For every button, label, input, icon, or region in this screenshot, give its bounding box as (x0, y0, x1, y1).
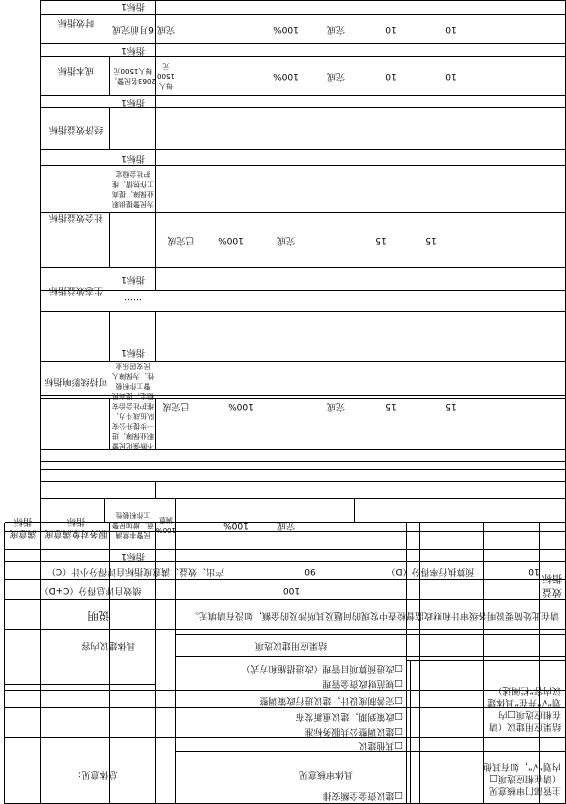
suggestion-option-5: □建议调整公共服务标准 (304, 726, 403, 736)
social-indicator: 指标1 (121, 153, 145, 163)
rule (5, 684, 156, 685)
cost-status: 完成 (327, 71, 346, 82)
cost-index-value: 2063名民警，每人1500元 (110, 67, 156, 86)
sustainable-label: 可持续影响指标 (44, 376, 108, 386)
time-index-value: 6月前完成 (112, 24, 154, 35)
cost-actual-score: 10 (445, 71, 457, 82)
satisfaction-weight: 100% (223, 520, 249, 530)
sustainable-weight: 100% (228, 401, 254, 411)
time-weight: 100% (273, 24, 299, 35)
budget-label: 预算执行率得分（D） (386, 566, 475, 576)
cost-indicator: 指标1 (121, 45, 145, 56)
total-label: 绩效自评总得分（C+D） (39, 585, 142, 595)
satisfaction-row-label: 服务对象满意度指标 (44, 516, 108, 538)
rule (354, 499, 355, 523)
rule (41, 481, 566, 482)
approval-label: 主管部门审核意见（请在相应选项□内划“√”，如有其他 (482, 761, 561, 795)
satisfaction-status: 完成 (277, 520, 296, 530)
social-actual: 已完成 (167, 235, 195, 246)
sustainable-indicator: 指标1 (121, 347, 145, 357)
total-value: 100 (282, 585, 301, 595)
rule (41, 498, 566, 499)
sustainable-index-value: 不断强化民警职业保障，进一步提升公安队伍战斗力，维护社会治安稳定，提高民警工作积极性，为保障人民安居乐业 (112, 362, 154, 450)
cost-weight: 100% (273, 71, 299, 82)
cost-score: 10 (385, 71, 397, 82)
rule (41, 461, 566, 462)
ecological-indicator: 指标1 (121, 274, 145, 285)
sustainable-actual: 已完成 (162, 401, 190, 411)
rule (410, 661, 411, 804)
sustainable-actual-score: 15 (445, 401, 457, 411)
subtotal-label: 产出、效益、满意度指标自评得分小计（C） (46, 566, 225, 576)
budget-value: 10 (528, 566, 540, 576)
cost-standard: 每人1500元 (157, 62, 175, 91)
section-performance-label: 效益指标 (542, 572, 562, 597)
time-actual: 完成 (157, 24, 176, 35)
approval-general-label: 总体意见： (72, 769, 118, 779)
satisfaction-index-value: 民警非常满意，增加民警工作积极性 (112, 511, 154, 539)
suggestion-option-1: □改进预算项目管理（改进措施和方式） (241, 663, 403, 673)
ecological-ellipsis: …… (124, 296, 142, 307)
social-label: 社会效益指标 (49, 212, 104, 222)
notes-label: 说明 (87, 609, 110, 622)
rule (407, 660, 566, 661)
social-actual-score: 15 (425, 235, 437, 246)
suggestion-option-2: □规范财政资金管理 (322, 678, 403, 688)
time-actual-score: 10 (445, 24, 457, 35)
rule (155, 482, 156, 499)
notes-content: 请在此处简要说明各级审计和财政监督检查中发现的问题及其所涉及的金额，如没有请填无。 (189, 610, 559, 620)
satisfaction-standard: 100%满意 (156, 516, 176, 534)
section-cost-label: 成本指标 (58, 65, 95, 75)
suggestion-option-6: □其他建议 (358, 740, 403, 750)
social-weight: 100% (218, 235, 244, 246)
suggestion-option-3: □完善制度设计，建议进行政策调整 (259, 695, 403, 705)
rule (155, 108, 156, 150)
ecological-label: 生态效益指标 (49, 285, 104, 295)
rule (40, 0, 41, 804)
economic-label: 经济效益指标 (49, 124, 104, 134)
sustainable-status: 完成 (327, 401, 346, 411)
time-indicator: 指标1 (121, 1, 145, 11)
approval-specific-label: 具体审核意见 (299, 769, 354, 779)
satisfaction-indicator: 指标1 (121, 551, 145, 561)
suggestion-option-4: □政策到期，建议重新发布 (295, 711, 403, 721)
section-timeliness-label: 时效指标 (58, 17, 95, 27)
suggestions-options-header: 结果应用建议选项 (255, 640, 328, 650)
suggestions-content-header: 具体建议内容 (81, 640, 136, 650)
time-status: 完成 (327, 24, 346, 35)
social-status: 完成 (277, 235, 296, 246)
social-index-value: 为民警提供职业保障，提高工作热情，维护社会稳定 (112, 170, 154, 209)
section-satisfaction-label: 满意度指标 (9, 516, 37, 538)
social-score: 15 (375, 235, 387, 246)
rule (176, 634, 566, 635)
sustainable-score: 15 (385, 401, 397, 411)
approval-option: □建议资金全额安排 (322, 790, 403, 800)
time-score: 10 (385, 24, 397, 35)
suggestions-label: 结果应用建议（请在相应选项□内划“√”并在“具体建议内容”栏阐述） (487, 685, 561, 731)
rule (176, 656, 566, 657)
rule (41, 469, 566, 470)
subtotal-value: 90 (304, 566, 316, 576)
economic-indicator: 指标1 (121, 97, 145, 107)
